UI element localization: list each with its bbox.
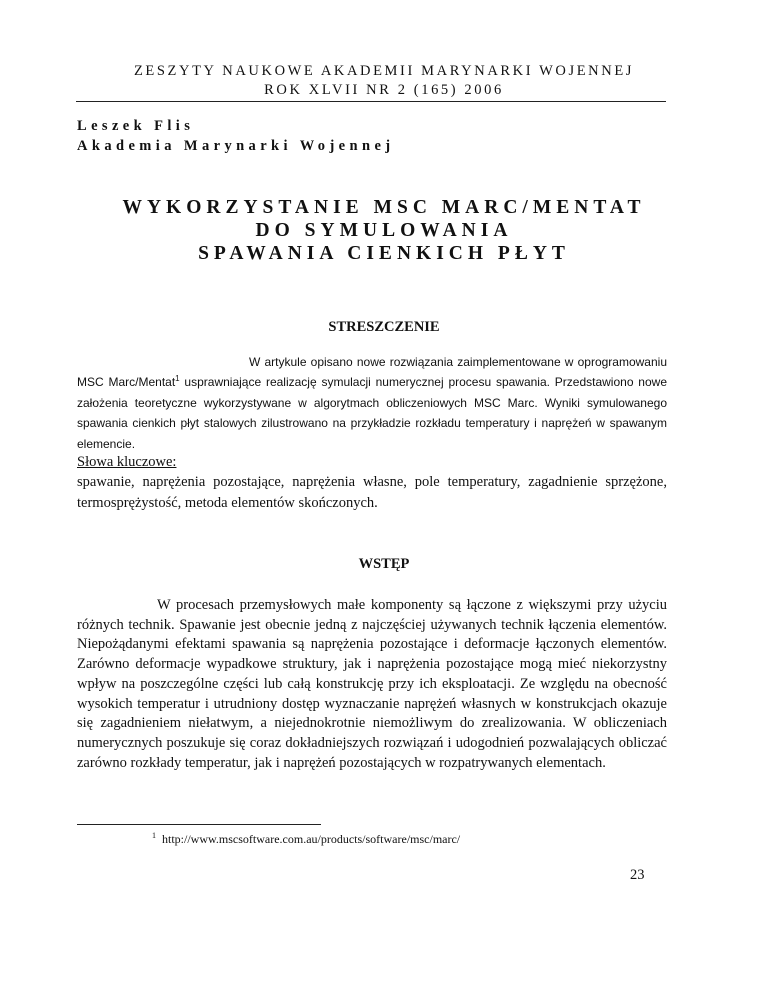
journal-issue: ROK XLVII NR 2 (165) 2006 bbox=[264, 82, 504, 98]
abstract-text bbox=[77, 352, 667, 454]
header-divider bbox=[76, 101, 666, 102]
abstract-heading: STRESZCZENIE bbox=[328, 319, 440, 335]
journal-header bbox=[100, 62, 668, 100]
author-block bbox=[77, 116, 395, 156]
title-line-2: DO SYMULOWANIA bbox=[255, 220, 513, 241]
title-line-1: WYKORZYSTANIE MSC MARC/MENTAT bbox=[122, 197, 646, 218]
abstract-text-part-1: W artykule opisano nowe rozwiązania zaimplementowane w oprogramowaniu MSC Marc/Mentat bbox=[77, 355, 667, 390]
page-number: 23 bbox=[630, 867, 645, 883]
keywords-label: Słowa kluczowe: bbox=[77, 454, 177, 470]
journal-name: ZESZYTY NAUKOWE AKADEMII MARYNARKI WOJENNEJ bbox=[133, 63, 635, 79]
introduction-heading: WSTĘP bbox=[358, 556, 410, 572]
introduction-paragraph: W procesach przemysłowych małe komponenty są łączone z większymi przy użyciu różnych technik. Spawanie jest obecnie jedną z najczęściej używanych technik łączenia elementów. Niepożądanymi efektami spawania są naprężenia pozostające i deformacje łączonych elementów. Zarówno deformacje wypadkowe struktury, jak i naprężenia pozostające mogą mieć niekorzystny wpływ na poszczególne części lub całą konstrukcję przy ich eksploatacji. Ze względu na obecność wysokich temperatur i utrudniony dostęp wyznaczanie naprężeń własnych w konstrukcjach okazuje się zagadnieniem niełatwym, a niejednokrotnie niemożliwym do zrealizowania. W obliczeniach numerycznych poszukuje się coraz dokładniejszych rozwiązań i udogodnień pozwalających obliczać zarówno rozkłady temperatur, jak i naprężeń pozostających w rozpatrywanych elementach. bbox=[77, 597, 667, 771]
footnote-divider bbox=[77, 824, 321, 825]
paper-title bbox=[100, 196, 668, 265]
author-name: Leszek Flis bbox=[77, 118, 195, 134]
footnote bbox=[152, 828, 460, 847]
footnote-mark: 1 bbox=[152, 831, 156, 840]
keywords-text: spawanie, naprężenia pozostające, naprężenia własne, pole temperatury, zagadnienie sprzężone, termosprężystość, metoda elementów skończonych. bbox=[77, 474, 667, 511]
abstract-footnote-ref: 1 bbox=[175, 374, 180, 384]
abstract-text-part-2: usprawniające realizację symulacji numerycznej procesu spawania. Przedstawiono nowe założenia teoretyczne wykorzystywane w algorytmach obliczeniowych MSC Marc. Wyniki symulowanego spawania cienkich płyt stalowych zilustrowano na przykładzie rozkładu temperatury i naprężeń w spawanym elemencie. bbox=[77, 375, 667, 451]
title-line-3: SPAWANIA CIENKICH PŁYT bbox=[198, 243, 570, 264]
author-affiliation: Akademia Marynarki Wojennej bbox=[77, 138, 395, 154]
footnote-url: http://www.mscsoftware.com.au/products/software/msc/marc/ bbox=[162, 832, 461, 846]
